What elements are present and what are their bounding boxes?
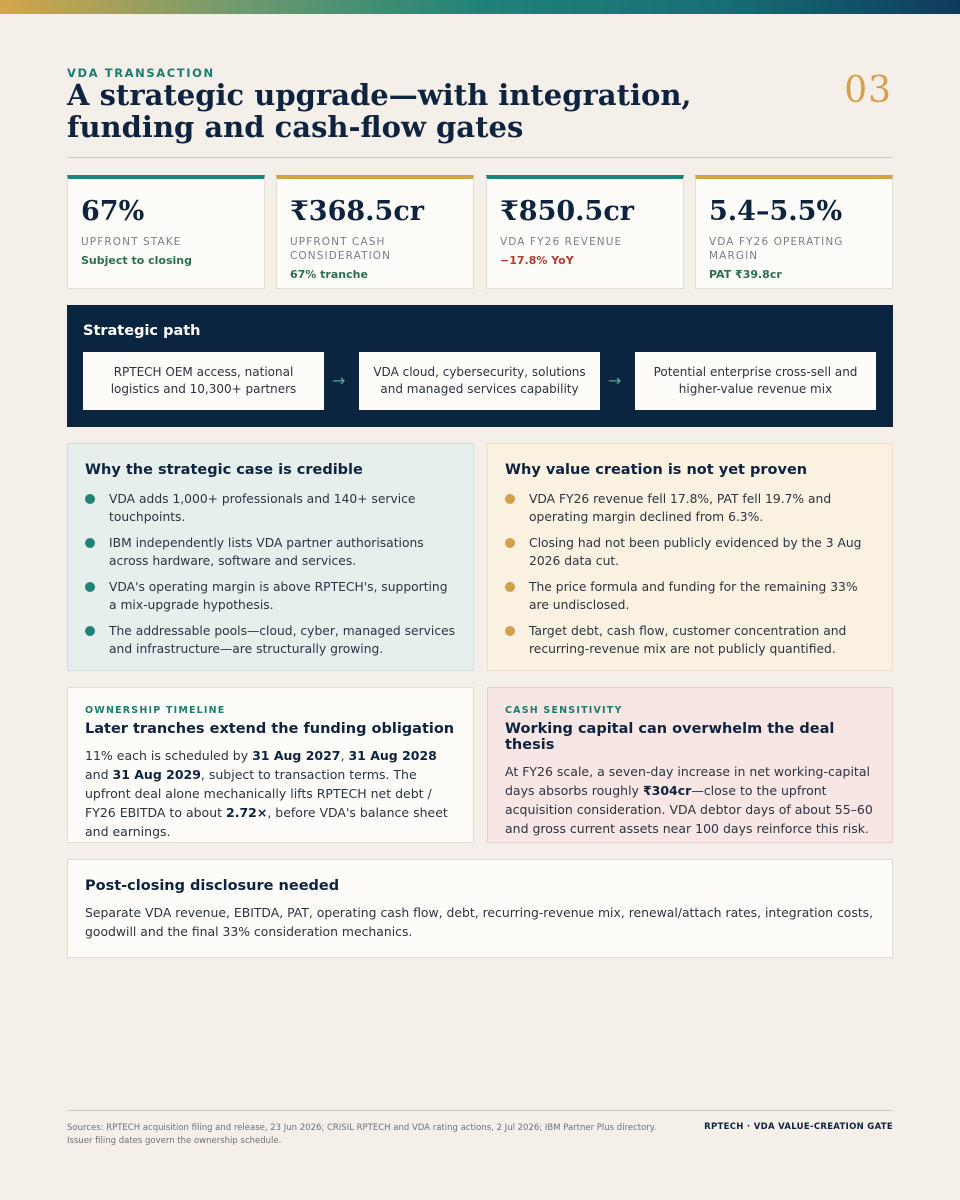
disclosure-title: Post-closing disclosure needed — [85, 878, 340, 894]
ownership-title: Later tranches extend the funding obligation — [85, 721, 455, 737]
credible-case-title: Why the strategic case is credible — [85, 462, 363, 478]
path-step-vda-capability: VDA cloud, cybersecurity, solutions and managed services capability — [359, 352, 600, 410]
kpi-label: VDA FY26 OPERATING MARGIN — [709, 236, 844, 262]
body-text: At FY26 scale, a seven-day increase in net working-capital days absorbs roughly — [505, 764, 870, 798]
bullet-dot-icon — [85, 582, 95, 592]
tranche-date: 31 Aug 2028 — [348, 748, 437, 763]
page-title: A strategic upgrade—with integration, funding and cash-flow gates — [67, 78, 692, 144]
kpi-note: −17.8% YoY — [500, 254, 574, 267]
body-text: , before VDA's balance sheet and earnings. — [85, 805, 448, 839]
disclosure-panel — [67, 859, 893, 958]
disclosure-body: Separate VDA revenue, EBITDA, PAT, operating cash flow, debt, recurring-revenue mix, renewal/attach rates, integration costs, goodwill and the final 33% consideration mechanics. — [85, 905, 874, 939]
list-item-text: Target debt, cash flow, customer concentration and recurring-revenue mix are not publicly quantified. — [529, 624, 847, 656]
kpi-label: UPFRONT CASH CONSIDERATION — [290, 236, 392, 262]
bullet-dot-icon — [85, 538, 95, 548]
list-item — [505, 490, 876, 526]
cash-kicker: CASH SENSITIVITY — [505, 705, 623, 716]
kpi-note: PAT ₹39.8cr — [709, 268, 782, 281]
list-item — [85, 622, 457, 658]
body-text: —close to the upfront acquisition consideration. VDA debtor days of about 55–60 and gross current assets near 100 days reinforce this risk. — [505, 783, 873, 836]
list-item — [505, 534, 876, 570]
body-text: 11% each is scheduled by — [85, 748, 253, 763]
list-item-text: VDA adds 1,000+ professionals and 140+ service touchpoints. — [109, 492, 416, 524]
credible-case-list — [85, 490, 457, 658]
body-text: , subject to transaction terms. The upfront deal alone mechanically lifts RPTECH net debt / FY26 EBITDA to about — [85, 767, 432, 820]
kpi-card-upfront-stake — [67, 175, 265, 289]
cash-body — [505, 762, 876, 838]
strategic-path-title: Strategic path — [83, 323, 201, 339]
path-step-cross-sell: Potential enterprise cross-sell and higher-value revenue mix — [635, 352, 876, 410]
strategic-path-panel — [67, 305, 893, 427]
list-item — [85, 490, 457, 526]
leverage-ratio: 2.72× — [226, 805, 268, 820]
cash-title: Working capital can overwhelm the deal thesis — [505, 721, 835, 753]
kpi-value: 5.4–5.5% — [709, 196, 843, 227]
credible-case-panel — [67, 443, 474, 671]
tranche-date: 31 Aug 2029 — [112, 767, 201, 782]
kpi-note: Subject to closing — [81, 254, 192, 267]
not-proven-list — [505, 490, 876, 658]
list-item — [85, 578, 457, 614]
not-proven-panel — [487, 443, 893, 671]
section-kicker: VDA TRANSACTION — [67, 66, 215, 80]
list-item — [505, 578, 876, 614]
kpi-card-vda-revenue — [486, 175, 684, 289]
list-item-text: Closing had not been publicly evidenced by the 3 Aug 2026 data cut. — [529, 536, 862, 568]
ownership-body — [85, 746, 457, 841]
bullet-dot-icon — [505, 626, 515, 636]
kpi-label: UPFRONT STAKE — [81, 236, 182, 248]
ownership-kicker: OWNERSHIP TIMELINE — [85, 705, 226, 716]
arrow-right-icon: → — [332, 371, 346, 390]
kpi-value: ₹850.5cr — [500, 196, 634, 227]
bullet-dot-icon — [505, 582, 515, 592]
top-accent-bar — [0, 0, 960, 14]
kpi-note: 67% tranche — [290, 268, 368, 281]
page-number: 03 — [844, 70, 892, 111]
bullet-dot-icon — [85, 626, 95, 636]
arrow-right-icon: → — [608, 371, 622, 390]
list-item-text: The addressable pools—cloud, cyber, managed services and infrastructure—are structurally growing. — [109, 624, 456, 656]
kpi-label: VDA FY26 REVENUE — [500, 236, 623, 248]
list-item-text: IBM independently lists VDA partner authorisations across hardware, software and services. — [109, 536, 424, 568]
list-item — [85, 534, 457, 570]
not-proven-title: Why value creation is not yet proven — [505, 462, 808, 478]
list-item-text: The price formula and funding for the remaining 33% are undisclosed. — [529, 580, 858, 612]
bullet-dot-icon — [505, 494, 515, 504]
kpi-card-cash-consideration — [276, 175, 474, 289]
body-text: , — [340, 748, 349, 763]
kpi-value: ₹368.5cr — [290, 196, 424, 227]
list-item-text: VDA's operating margin is above RPTECH's, supporting a mix-upgrade hypothesis. — [109, 580, 448, 612]
footer-tag: RPTECH · VDA VALUE-CREATION GATE — [704, 1122, 893, 1132]
body-text: and — [85, 767, 113, 782]
footer-divider — [67, 1110, 893, 1111]
list-item-text: VDA FY26 revenue fell 17.8%, PAT fell 19.7% and operating margin declined from 6.3%. — [529, 492, 832, 524]
kpi-card-operating-margin — [695, 175, 893, 289]
list-item — [505, 622, 876, 658]
kpi-value: 67% — [81, 196, 145, 227]
cash-amount: ₹304cr — [642, 783, 692, 798]
tranche-date: 31 Aug 2027 — [252, 748, 341, 763]
path-step-oem-access: RPTECH OEM access, national logistics and 10,300+ partners — [83, 352, 324, 410]
bullet-dot-icon — [85, 494, 95, 504]
cash-sensitivity-card — [487, 687, 893, 843]
bullet-dot-icon — [505, 538, 515, 548]
ownership-timeline-card — [67, 687, 474, 843]
footer-sources: Sources: RPTECH acquisition filing and release, 23 Jun 2026; CRISIL RPTECH and VDA rating actions, 2 Jul 2026; IBM Partner Plus directory. Issuer filing dates govern the ownership schedule. — [67, 1123, 657, 1146]
title-divider — [67, 157, 893, 158]
